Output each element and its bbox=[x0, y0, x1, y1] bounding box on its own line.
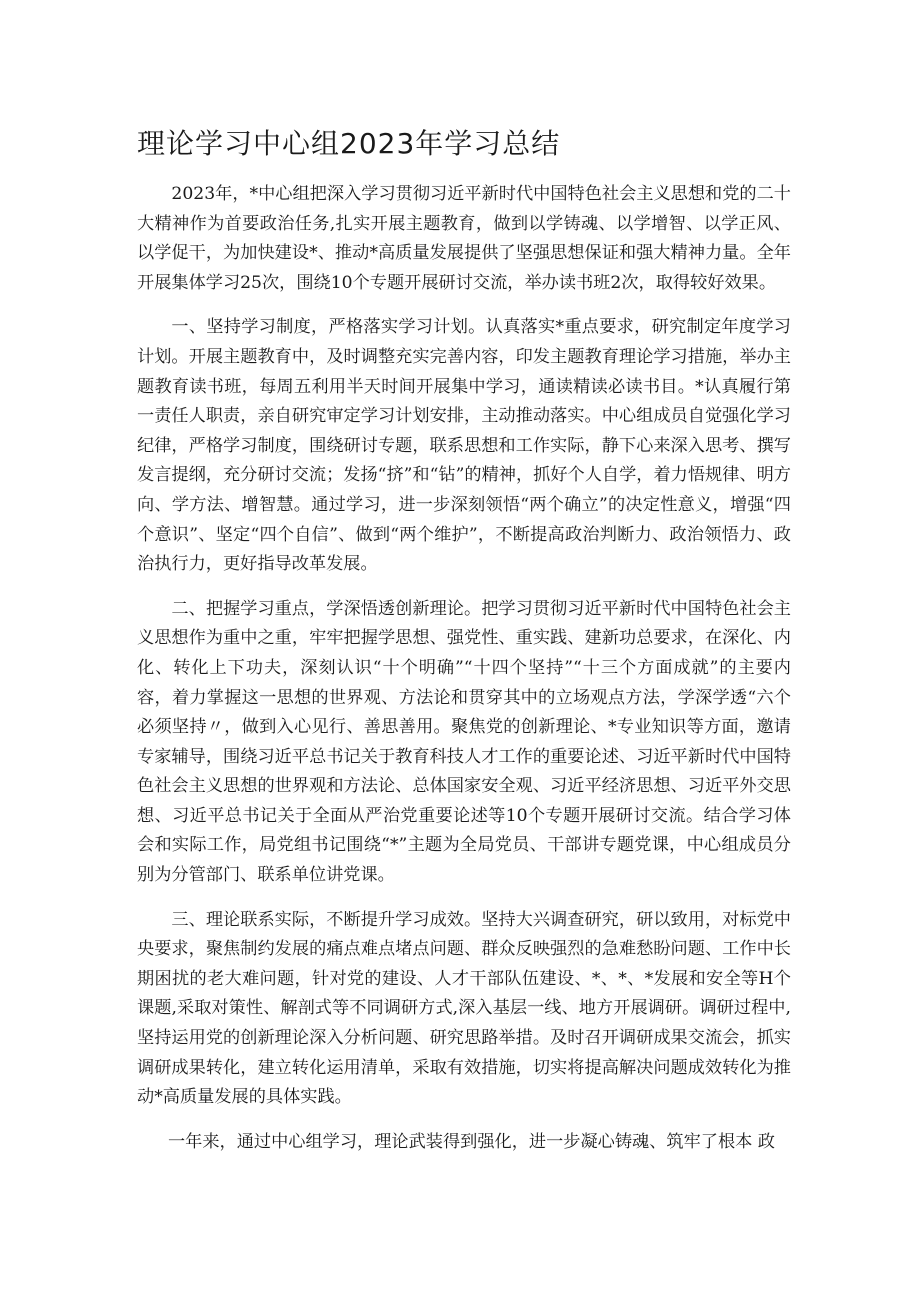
section-1-paragraph: 一、坚持学习制度，严格落实学习计划。认真落实*重点要求，研究制定年度学习计划。开展主题教育中，及时调整充实完善内容，印发主题教育理论学习措施，举办主题教育读书班，每周五利用半天时间开展集中学习，通读精读必读书目。*认真履行第一责任人职责，亲自研究审定学习计划安排，主动推动落实。中心组成员自觉强化学习纪律，严格学习制度，围绕研讨专题，联系思想和工作实际，静下心来深入思考、撰写发言提纲，充分研讨交流；发扬“挤”和“钻”的精神，抓好个人自学，着力悟规律、明方向、学方法、增智慧。通过学习，进一步深刻领悟“两个确立”的决定性意义，增强“四个意识”、坚定“四个自信”、做到“两个维护”，不断提高政治判断力、政治领悟力、政治执行力，更好指导改革发展。 bbox=[137, 317, 791, 575]
section-2-paragraph: 二、把握学习重点，学深悟透创新理论。把学习贯彻习近平新时代中国特色社会主义思想作为重中之重，牢牢把握学思想、强党性、重实践、建新功总要求，在深化、内化、转化上下功夫，深刻认识“十个明确”“十四个坚持”“十三个方面成就”的主要内容，着力掌握这一思想的世界观、方法论和贯穿其中的立场观点方法，学深学透“六个必须坚持〃，做到入心见行、善思善用。聚焦党的创新理论、*专业知识等方面，邀请专家辅导，围绕习近平总书记关于教育科技人才工作的重要论述、习近平新时代中国特色社会主义思想的世界观和方法论、总体国家安全观、习近平经济思想、习近平外交思想、习近平总书记关于全面从严治党重要论述等10个专题开展研讨交流。结合学习体会和实际工作，局党组书记围绕“*”主题为全局党员、干部讲专题党课，中心组成员分别为分管部门、联系单位讲党课。 bbox=[137, 598, 791, 886]
document-title: 理论学习中心组2023年学习总结 bbox=[137, 127, 561, 160]
closing-paragraph: 一年来，通过中心组学习，理论武装得到强化，进一步凝心铸魂、筑牢了根本 政 bbox=[167, 1131, 775, 1152]
intro-paragraph: 2023年，*中心组把深入学习贯彻习近平新时代中国特色社会主义思想和党的二十大精神作为首要政治任务,扎实开展主题教育，做到以学铸魂、以学增智、以学正风、以学促干，为加快建设*、推动*高质量发展提供了坚强思想保证和强大精神力量。全年开展集体学习25次，围绕10个专题开展研讨交流，举办读书班2次，取得较好效果。 bbox=[137, 184, 791, 293]
section-3-paragraph: 三、理论联系实际，不断提升学习成效。坚持大兴调查研究，研以致用，对标党中央要求，聚焦制约发展的痛点难点堵点问题、群众反映强烈的急难愁盼问题、工作中长期困扰的老大难问题，针对党的建设、人才干部队伍建设、*、*、*发展和安全等H个课题,采取对策性、解剖式等不同调研方式,深入基层一线、地方开展调研。调研过程中,坚持运用党的创新理论深入分析问题、研究思路举措。及时召开调研成果交流会，抓实调研成果转化，建立转化运用清单，采取有效措施，切实将提高解决问题成效转化为推动*高质量发展的具体实践。 bbox=[137, 909, 791, 1108]
document-body bbox=[137, 180, 791, 1157]
